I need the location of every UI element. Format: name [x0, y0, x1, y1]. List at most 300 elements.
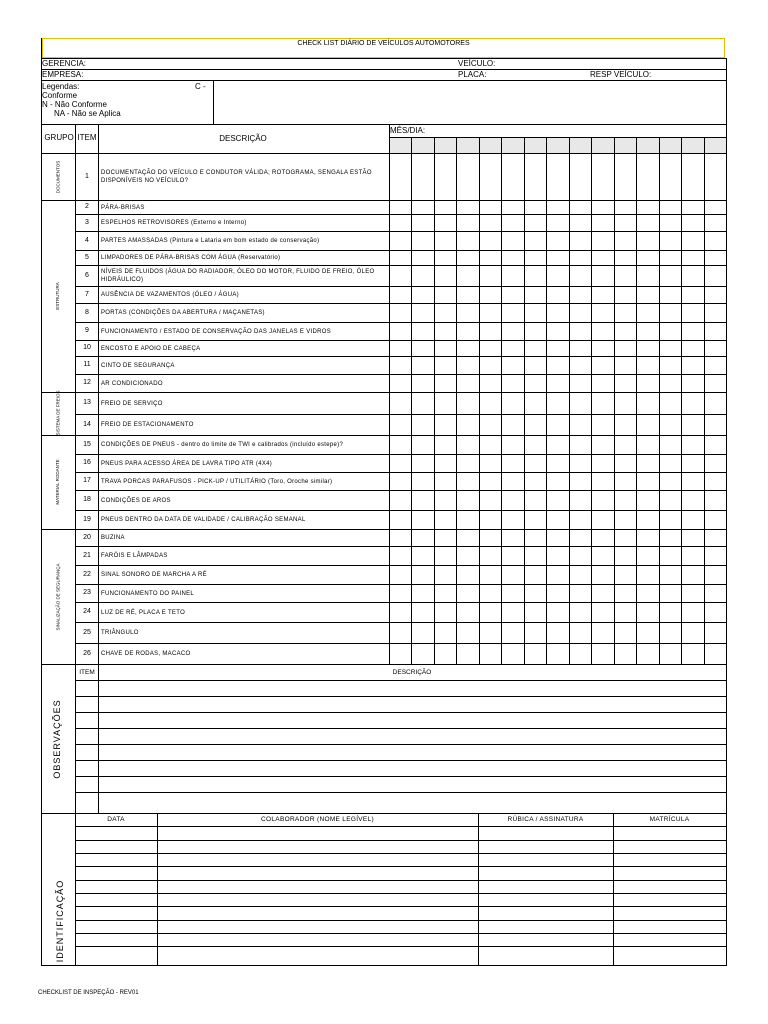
check-cell[interactable]	[592, 232, 613, 250]
check-cell[interactable]	[682, 215, 703, 231]
check-cell[interactable]	[457, 375, 478, 392]
check-cell[interactable]	[480, 603, 501, 622]
check-cell[interactable]	[435, 473, 456, 490]
check-cell[interactable]	[412, 375, 433, 392]
check-cell[interactable]	[502, 491, 523, 510]
check-cell[interactable]	[592, 215, 613, 231]
check-cell[interactable]	[412, 232, 433, 250]
check-cell[interactable]	[547, 585, 568, 602]
check-cell[interactable]	[457, 201, 478, 214]
check-cell[interactable]	[615, 357, 636, 374]
check-cell[interactable]	[682, 473, 703, 490]
check-cell[interactable]	[390, 623, 411, 643]
check-cell[interactable]	[547, 415, 568, 435]
check-cell[interactable]	[412, 266, 433, 286]
check-cell[interactable]	[637, 304, 658, 322]
check-cell[interactable]	[547, 287, 568, 303]
check-cell[interactable]	[592, 251, 613, 265]
check-cell[interactable]	[592, 455, 613, 472]
check-cell[interactable]	[502, 547, 523, 565]
check-cell[interactable]	[435, 375, 456, 392]
check-cell[interactable]	[435, 357, 456, 374]
check-cell[interactable]	[480, 215, 501, 231]
check-cell[interactable]	[502, 323, 523, 340]
check-cell[interactable]	[390, 566, 411, 584]
check-cell[interactable]	[682, 287, 703, 303]
check-cell[interactable]	[615, 644, 636, 664]
check-cell[interactable]	[682, 323, 703, 340]
check-cell[interactable]	[457, 530, 478, 546]
check-cell[interactable]	[502, 251, 523, 265]
check-cell[interactable]	[502, 304, 523, 322]
check-cell[interactable]	[592, 644, 613, 664]
check-cell[interactable]	[525, 201, 546, 214]
check-cell[interactable]	[390, 585, 411, 602]
check-cell[interactable]	[570, 393, 591, 414]
check-cell[interactable]	[435, 547, 456, 565]
check-cell[interactable]	[705, 154, 726, 200]
check-cell[interactable]	[570, 215, 591, 231]
check-cell[interactable]	[637, 375, 658, 392]
check-cell[interactable]	[570, 201, 591, 214]
check-cell[interactable]	[705, 547, 726, 565]
check-cell[interactable]	[412, 603, 433, 622]
check-cell[interactable]	[660, 287, 681, 303]
check-cell[interactable]	[592, 511, 613, 529]
check-cell[interactable]	[457, 511, 478, 529]
check-cell[interactable]	[592, 201, 613, 214]
check-cell[interactable]	[705, 215, 726, 231]
check-cell[interactable]	[570, 287, 591, 303]
check-cell[interactable]	[592, 623, 613, 643]
check-cell[interactable]	[615, 491, 636, 510]
check-cell[interactable]	[615, 455, 636, 472]
check-cell[interactable]	[480, 415, 501, 435]
check-cell[interactable]	[615, 251, 636, 265]
check-cell[interactable]	[637, 473, 658, 490]
check-cell[interactable]	[682, 603, 703, 622]
check-cell[interactable]	[705, 436, 726, 454]
check-cell[interactable]	[457, 232, 478, 250]
check-cell[interactable]	[637, 287, 658, 303]
check-cell[interactable]	[615, 603, 636, 622]
check-cell[interactable]	[480, 232, 501, 250]
check-cell[interactable]	[705, 323, 726, 340]
check-cell[interactable]	[412, 473, 433, 490]
check-cell[interactable]	[570, 357, 591, 374]
check-cell[interactable]	[547, 323, 568, 340]
check-cell[interactable]	[660, 323, 681, 340]
check-cell[interactable]	[592, 566, 613, 584]
check-cell[interactable]	[525, 455, 546, 472]
check-cell[interactable]	[592, 585, 613, 602]
check-cell[interactable]	[457, 251, 478, 265]
check-cell[interactable]	[547, 154, 568, 200]
check-cell[interactable]	[390, 530, 411, 546]
check-cell[interactable]	[660, 644, 681, 664]
check-cell[interactable]	[480, 287, 501, 303]
check-cell[interactable]	[435, 393, 456, 414]
check-cell[interactable]	[570, 473, 591, 490]
check-cell[interactable]	[615, 623, 636, 643]
check-cell[interactable]	[480, 511, 501, 529]
check-cell[interactable]	[615, 415, 636, 435]
check-cell[interactable]	[457, 585, 478, 602]
check-cell[interactable]	[660, 266, 681, 286]
check-cell[interactable]	[637, 644, 658, 664]
check-cell[interactable]	[592, 393, 613, 414]
check-cell[interactable]	[660, 473, 681, 490]
check-cell[interactable]	[502, 393, 523, 414]
check-cell[interactable]	[660, 547, 681, 565]
check-cell[interactable]	[435, 623, 456, 643]
check-cell[interactable]	[637, 154, 658, 200]
check-cell[interactable]	[412, 491, 433, 510]
check-cell[interactable]	[682, 491, 703, 510]
check-cell[interactable]	[525, 154, 546, 200]
check-cell[interactable]	[412, 547, 433, 565]
check-cell[interactable]	[390, 341, 411, 356]
check-cell[interactable]	[660, 341, 681, 356]
check-cell[interactable]	[592, 323, 613, 340]
check-cell[interactable]	[615, 585, 636, 602]
check-cell[interactable]	[502, 436, 523, 454]
check-cell[interactable]	[502, 623, 523, 643]
check-cell[interactable]	[615, 304, 636, 322]
check-cell[interactable]	[435, 415, 456, 435]
check-cell[interactable]	[390, 491, 411, 510]
check-cell[interactable]	[660, 232, 681, 250]
check-cell[interactable]	[390, 232, 411, 250]
check-cell[interactable]	[547, 530, 568, 546]
check-cell[interactable]	[682, 644, 703, 664]
check-cell[interactable]	[457, 566, 478, 584]
check-cell[interactable]	[502, 154, 523, 200]
check-cell[interactable]	[435, 491, 456, 510]
check-cell[interactable]	[547, 393, 568, 414]
check-cell[interactable]	[705, 251, 726, 265]
check-cell[interactable]	[592, 436, 613, 454]
check-cell[interactable]	[547, 251, 568, 265]
check-cell[interactable]	[502, 511, 523, 529]
check-cell[interactable]	[547, 232, 568, 250]
check-cell[interactable]	[592, 357, 613, 374]
check-cell[interactable]	[502, 473, 523, 490]
check-cell[interactable]	[637, 530, 658, 546]
check-cell[interactable]	[637, 266, 658, 286]
check-cell[interactable]	[705, 585, 726, 602]
check-cell[interactable]	[660, 375, 681, 392]
check-cell[interactable]	[615, 287, 636, 303]
check-cell[interactable]	[412, 304, 433, 322]
check-cell[interactable]	[547, 644, 568, 664]
check-cell[interactable]	[502, 530, 523, 546]
check-cell[interactable]	[412, 585, 433, 602]
check-cell[interactable]	[682, 251, 703, 265]
check-cell[interactable]	[705, 566, 726, 584]
check-cell[interactable]	[435, 266, 456, 286]
check-cell[interactable]	[457, 154, 478, 200]
check-cell[interactable]	[457, 266, 478, 286]
check-cell[interactable]	[435, 644, 456, 664]
check-cell[interactable]	[592, 304, 613, 322]
check-cell[interactable]	[457, 644, 478, 664]
check-cell[interactable]	[592, 491, 613, 510]
check-cell[interactable]	[637, 341, 658, 356]
check-cell[interactable]	[637, 201, 658, 214]
check-cell[interactable]	[412, 323, 433, 340]
check-cell[interactable]	[615, 473, 636, 490]
check-cell[interactable]	[435, 530, 456, 546]
check-cell[interactable]	[502, 455, 523, 472]
check-cell[interactable]	[390, 154, 411, 200]
check-cell[interactable]	[457, 287, 478, 303]
check-cell[interactable]	[525, 323, 546, 340]
check-cell[interactable]	[705, 201, 726, 214]
check-cell[interactable]	[502, 603, 523, 622]
check-cell[interactable]	[660, 585, 681, 602]
check-cell[interactable]	[480, 473, 501, 490]
check-cell[interactable]	[457, 436, 478, 454]
check-cell[interactable]	[502, 375, 523, 392]
check-cell[interactable]	[637, 491, 658, 510]
check-cell[interactable]	[682, 393, 703, 414]
check-cell[interactable]	[592, 154, 613, 200]
check-cell[interactable]	[457, 323, 478, 340]
check-cell[interactable]	[660, 491, 681, 510]
check-cell[interactable]	[682, 232, 703, 250]
check-cell[interactable]	[502, 287, 523, 303]
check-cell[interactable]	[592, 473, 613, 490]
check-cell[interactable]	[705, 287, 726, 303]
check-cell[interactable]	[502, 357, 523, 374]
check-cell[interactable]	[637, 547, 658, 565]
check-cell[interactable]	[682, 566, 703, 584]
check-cell[interactable]	[660, 415, 681, 435]
check-cell[interactable]	[435, 287, 456, 303]
check-cell[interactable]	[705, 393, 726, 414]
check-cell[interactable]	[570, 511, 591, 529]
check-cell[interactable]	[525, 393, 546, 414]
check-cell[interactable]	[525, 287, 546, 303]
check-cell[interactable]	[547, 357, 568, 374]
check-cell[interactable]	[480, 323, 501, 340]
check-cell[interactable]	[480, 375, 501, 392]
check-cell[interactable]	[480, 154, 501, 200]
check-cell[interactable]	[547, 566, 568, 584]
check-cell[interactable]	[705, 491, 726, 510]
check-cell[interactable]	[660, 623, 681, 643]
check-cell[interactable]	[435, 323, 456, 340]
check-cell[interactable]	[570, 644, 591, 664]
check-cell[interactable]	[660, 455, 681, 472]
check-cell[interactable]	[682, 375, 703, 392]
check-cell[interactable]	[480, 455, 501, 472]
check-cell[interactable]	[412, 623, 433, 643]
check-cell[interactable]	[457, 455, 478, 472]
check-cell[interactable]	[570, 530, 591, 546]
check-cell[interactable]	[637, 357, 658, 374]
check-cell[interactable]	[592, 341, 613, 356]
check-cell[interactable]	[547, 215, 568, 231]
check-cell[interactable]	[412, 436, 433, 454]
check-cell[interactable]	[435, 511, 456, 529]
check-cell[interactable]	[390, 251, 411, 265]
check-cell[interactable]	[457, 547, 478, 565]
check-cell[interactable]	[637, 251, 658, 265]
check-cell[interactable]	[615, 341, 636, 356]
check-cell[interactable]	[435, 251, 456, 265]
check-cell[interactable]	[682, 436, 703, 454]
check-cell[interactable]	[412, 154, 433, 200]
check-cell[interactable]	[390, 375, 411, 392]
check-cell[interactable]	[660, 566, 681, 584]
check-cell[interactable]	[682, 357, 703, 374]
check-cell[interactable]	[682, 266, 703, 286]
check-cell[interactable]	[480, 266, 501, 286]
check-cell[interactable]	[412, 341, 433, 356]
check-cell[interactable]	[480, 357, 501, 374]
check-cell[interactable]	[435, 566, 456, 584]
check-cell[interactable]	[615, 547, 636, 565]
check-cell[interactable]	[570, 341, 591, 356]
check-cell[interactable]	[390, 436, 411, 454]
check-cell[interactable]	[525, 530, 546, 546]
check-cell[interactable]	[615, 232, 636, 250]
check-cell[interactable]	[705, 511, 726, 529]
check-cell[interactable]	[592, 415, 613, 435]
check-cell[interactable]	[615, 566, 636, 584]
check-cell[interactable]	[660, 251, 681, 265]
check-cell[interactable]	[412, 201, 433, 214]
check-cell[interactable]	[682, 530, 703, 546]
check-cell[interactable]	[457, 491, 478, 510]
check-cell[interactable]	[480, 341, 501, 356]
check-cell[interactable]	[637, 603, 658, 622]
check-cell[interactable]	[502, 201, 523, 214]
check-cell[interactable]	[705, 232, 726, 250]
check-cell[interactable]	[705, 375, 726, 392]
check-cell[interactable]	[412, 511, 433, 529]
check-cell[interactable]	[615, 436, 636, 454]
check-cell[interactable]	[525, 491, 546, 510]
check-cell[interactable]	[570, 603, 591, 622]
check-cell[interactable]	[547, 266, 568, 286]
check-cell[interactable]	[457, 341, 478, 356]
check-cell[interactable]	[525, 436, 546, 454]
check-cell[interactable]	[660, 154, 681, 200]
check-cell[interactable]	[547, 201, 568, 214]
check-cell[interactable]	[660, 357, 681, 374]
check-cell[interactable]	[525, 415, 546, 435]
check-cell[interactable]	[637, 323, 658, 340]
check-cell[interactable]	[390, 287, 411, 303]
check-cell[interactable]	[547, 491, 568, 510]
check-cell[interactable]	[682, 415, 703, 435]
check-cell[interactable]	[457, 304, 478, 322]
check-cell[interactable]	[615, 215, 636, 231]
check-cell[interactable]	[412, 566, 433, 584]
check-cell[interactable]	[705, 357, 726, 374]
check-cell[interactable]	[637, 455, 658, 472]
check-cell[interactable]	[480, 491, 501, 510]
check-cell[interactable]	[457, 415, 478, 435]
check-cell[interactable]	[705, 266, 726, 286]
check-cell[interactable]	[390, 201, 411, 214]
check-cell[interactable]	[705, 415, 726, 435]
check-cell[interactable]	[570, 547, 591, 565]
check-cell[interactable]	[457, 473, 478, 490]
check-cell[interactable]	[547, 547, 568, 565]
check-cell[interactable]	[457, 393, 478, 414]
check-cell[interactable]	[525, 585, 546, 602]
check-cell[interactable]	[570, 491, 591, 510]
check-cell[interactable]	[502, 215, 523, 231]
check-cell[interactable]	[592, 375, 613, 392]
check-cell[interactable]	[480, 393, 501, 414]
check-cell[interactable]	[412, 455, 433, 472]
check-cell[interactable]	[457, 215, 478, 231]
check-cell[interactable]	[390, 644, 411, 664]
check-cell[interactable]	[570, 623, 591, 643]
check-cell[interactable]	[412, 415, 433, 435]
check-cell[interactable]	[457, 623, 478, 643]
check-cell[interactable]	[637, 393, 658, 414]
check-cell[interactable]	[435, 603, 456, 622]
check-cell[interactable]	[660, 530, 681, 546]
check-cell[interactable]	[502, 341, 523, 356]
check-cell[interactable]	[525, 375, 546, 392]
check-cell[interactable]	[570, 323, 591, 340]
check-cell[interactable]	[660, 215, 681, 231]
check-cell[interactable]	[525, 603, 546, 622]
check-cell[interactable]	[502, 415, 523, 435]
check-cell[interactable]	[637, 232, 658, 250]
check-cell[interactable]	[660, 603, 681, 622]
check-cell[interactable]	[570, 585, 591, 602]
check-cell[interactable]	[480, 644, 501, 664]
check-cell[interactable]	[480, 530, 501, 546]
check-cell[interactable]	[502, 644, 523, 664]
check-cell[interactable]	[682, 623, 703, 643]
check-cell[interactable]	[637, 566, 658, 584]
check-cell[interactable]	[637, 585, 658, 602]
check-cell[interactable]	[547, 375, 568, 392]
check-cell[interactable]	[412, 287, 433, 303]
check-cell[interactable]	[457, 357, 478, 374]
check-cell[interactable]	[390, 455, 411, 472]
check-cell[interactable]	[547, 341, 568, 356]
check-cell[interactable]	[502, 232, 523, 250]
check-cell[interactable]	[592, 530, 613, 546]
check-cell[interactable]	[570, 566, 591, 584]
check-cell[interactable]	[435, 341, 456, 356]
check-cell[interactable]	[480, 436, 501, 454]
check-cell[interactable]	[480, 623, 501, 643]
check-cell[interactable]	[705, 644, 726, 664]
check-cell[interactable]	[570, 154, 591, 200]
check-cell[interactable]	[480, 566, 501, 584]
check-cell[interactable]	[592, 603, 613, 622]
check-cell[interactable]	[592, 266, 613, 286]
check-cell[interactable]	[570, 455, 591, 472]
check-cell[interactable]	[412, 393, 433, 414]
check-cell[interactable]	[435, 304, 456, 322]
check-cell[interactable]	[525, 547, 546, 565]
check-cell[interactable]	[570, 375, 591, 392]
check-cell[interactable]	[682, 304, 703, 322]
check-cell[interactable]	[637, 436, 658, 454]
